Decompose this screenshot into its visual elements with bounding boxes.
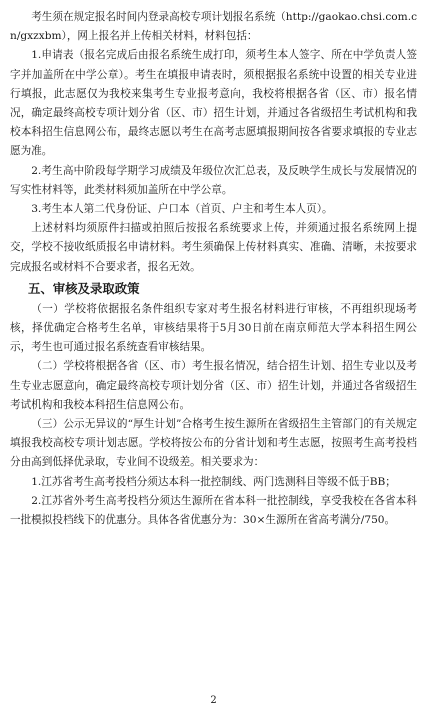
material-item-application-form: 1.申请表（报名完成后由报名系统生成打印，须考生本人签字、所在中学负责人签字并加盖所在中学公章）。考生在填报申请表时，须根据报名系统中设置的相关专业进行填报，此志愿仅为我校来集考生专业报考意向，我校将根据各省（区、市）报名情况，确定最终高校专项计划分省（区、市）招生计划，并通过各省级招生考试机构和我校本科招生信息网公布，最终志愿以考生在高考志愿填报期间按各省要求填报的专业志愿为准。 [10, 49, 417, 158]
upload-note-paragraph: 上述材料均须原件扫描或拍照后按报名系统要求上传，并须通过报名系统网上提交，学校不接收纸质报名申请材料。考生须确保上传材料真实、准确、清晰，未按要求完成报名或材料不合要求者，报名无效。 [10, 222, 417, 273]
intro-paragraph: 考生须在规定报名时间内登录高校专项计划报名系统（http://gaokao.chsi.com.cn/gxzxbm），网上报名并上传相关材料，材料包括： [10, 11, 417, 43]
material-item-transcript: 2.考生高中阶段每学期学习成绩及年级位次汇总表，及反映学生成长与发展情况的写实性材料等，此类材料须加盖所在中学公章。 [10, 164, 417, 196]
material-item-id-documents: 3.考生本人第二代身份证、户口本（首页、户主和考生本人页）。 [31, 203, 333, 216]
section-heading: 五、审核及录取政策 [28, 280, 140, 296]
page-number: 2 [210, 695, 217, 706]
requirement-jiangsu: 1.江苏省考生高考投档分须达本科一批控制线、两门选测科目等级不低于BB； [31, 475, 396, 488]
policy-review: （一）学校将依据报名条件组织专家对考生报名材料进行审核，不再组织现场考核，择优确定合格考生名单，审核结果将于5月30日前在南京师范大学本科招生网公示，考生也可通过报名系统查看审核结果。 [10, 302, 417, 354]
policy-admission: （三）公示无异议的“厚生计划”合格考生按生源所在省级招生主管部门的有关规定填报我校高校专项计划志愿。学校将按公布的分省计划和考生志愿，按照考生高考投档分由高到低择优录取，专业间不设级差。相关要求为： [10, 418, 417, 469]
requirement-other-provinces: 2.江苏省外考生高考投档分须达生源所在省本科一批控制线，享受我校在各省本科一批模拟投档线下的优惠分。具体各省优惠分为：30×生源所在省高考满分/750。 [10, 494, 417, 527]
policy-quota: （二）学校将根据各省（区、市）考生报名情况，结合招生计划、招生专业以及考生专业志愿意向，确定最终高校专项计划分省（区、市）招生计划，并通过各省级招生考试机构和我校本科招生信息网公布。 [10, 360, 417, 411]
